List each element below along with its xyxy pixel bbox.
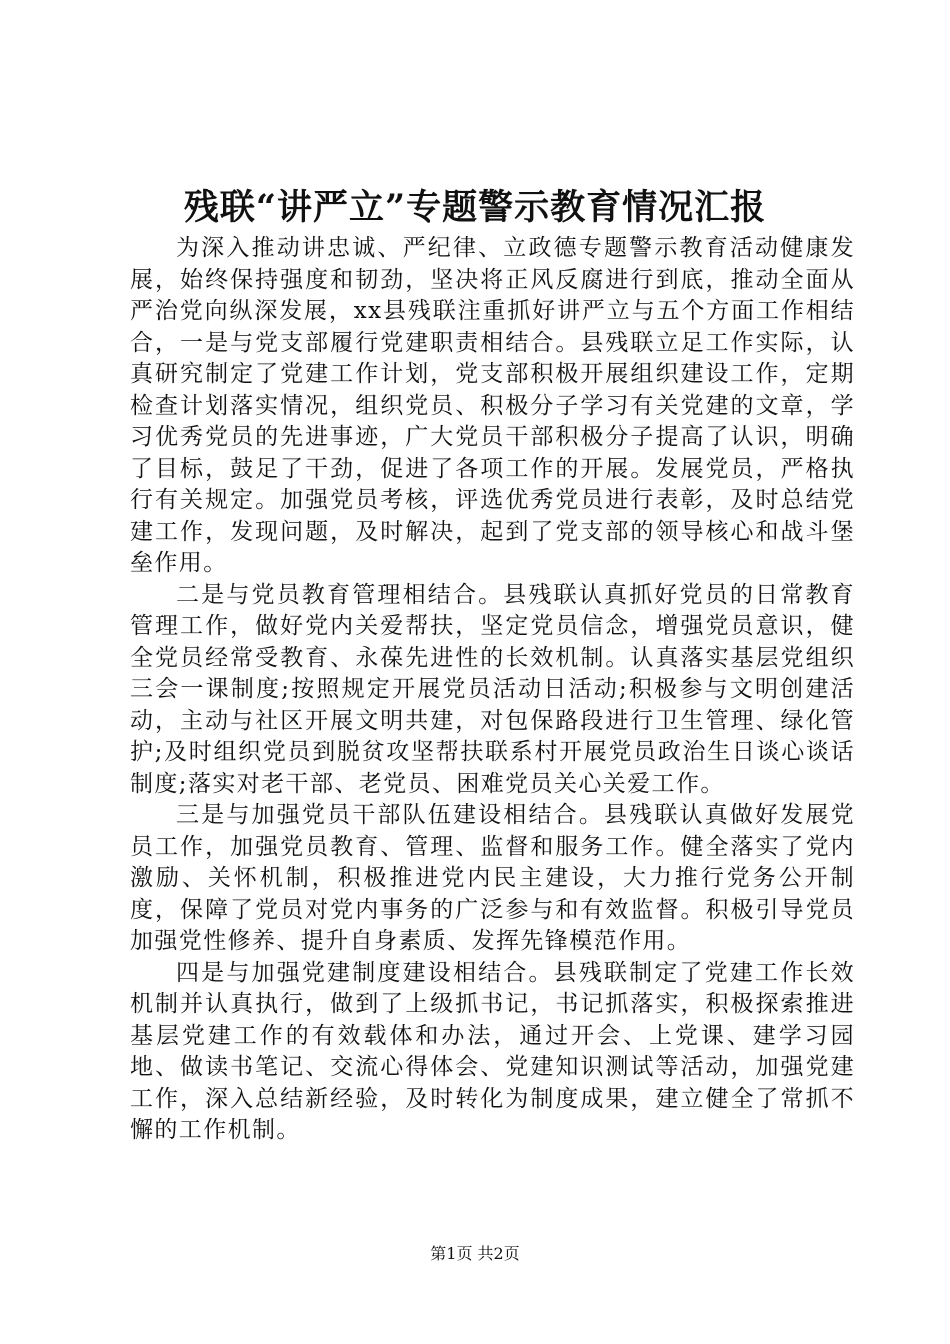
paragraph-1: 为深入推动讲忠诚、严纪律、立政德专题警示教育活动健康发展，始终保持强度和韧劲，坚决将正风反腐进行到底，推动全面从严治党向纵深发展，xx县残联注重抓好讲严立与五个方面工作相结合，一是与党支部履行党建职责相结合。县残联立足工作实际，认真研究制定了党建工作计划，党支部积极开展组织建设工作，定期检查计划落实情况，组织党员、积极分子学习有关党建的文章，学习优秀党员的先进事迹，广大党员干部积极分子提高了认识，明确了目标，鼓足了干劲，促进了各项工作的开展。发展党员，严格执行有关规定。加强党员考核，评选优秀党员进行表彰，及时总结党建工作，发现问题，及时解决，起到了党支部的领导核心和战斗堡垒作用。	[130, 235, 855, 576]
paragraph-2: 二是与党员教育管理相结合。县残联认真抓好党员的日常教育管理工作，做好党内关爱帮扶，坚定党员信念，增强党员意识，健全党员经常受教育、永葆先进性的长效机制。认真落实基层党组织三会一课制度;按照规定开展党员活动日活动;积极参与文明创建活动，主动与社区开展文明共建，对包保路段进行卫生管理、绿化管护;及时组织党员到脱贫攻坚帮扶联系村开展党员政治生日谈心谈话制度;落实对老干部、老党员、困难党员关心关爱工作。	[130, 581, 855, 797]
paragraph-3: 三是与加强党员干部队伍建设相结合。县残联认真做好发展党员工作，加强党员教育、管理、监督和服务工作。健全落实了党内激励、关怀机制，积极推进党内民主建设，大力推行党务公开制度，保障了党员对党内事务的广泛参与和有效监督。积极引导党员加强党性修养、提升自身素质、发挥先锋模范作用。	[130, 802, 855, 954]
page-footer: 第1页 共2页	[430, 1244, 520, 1263]
document-title: 残联“讲严立”专题警示教育情况汇报	[183, 187, 767, 228]
document-body	[130, 233, 855, 1147]
paragraph-4: 四是与加强党建制度建设相结合。县残联制定了党建工作长效机制并认真执行，做到了上级抓书记，书记抓落实，积极探索推进基层党建工作的有效载体和办法，通过开会、上党课、建学习园地、做读书笔记、交流心得体会、党建知识测试等活动，加强党建工作，深入总结新经验，及时转化为制度成果，建立健全了常抓不懈的工作机制。	[130, 959, 855, 1143]
